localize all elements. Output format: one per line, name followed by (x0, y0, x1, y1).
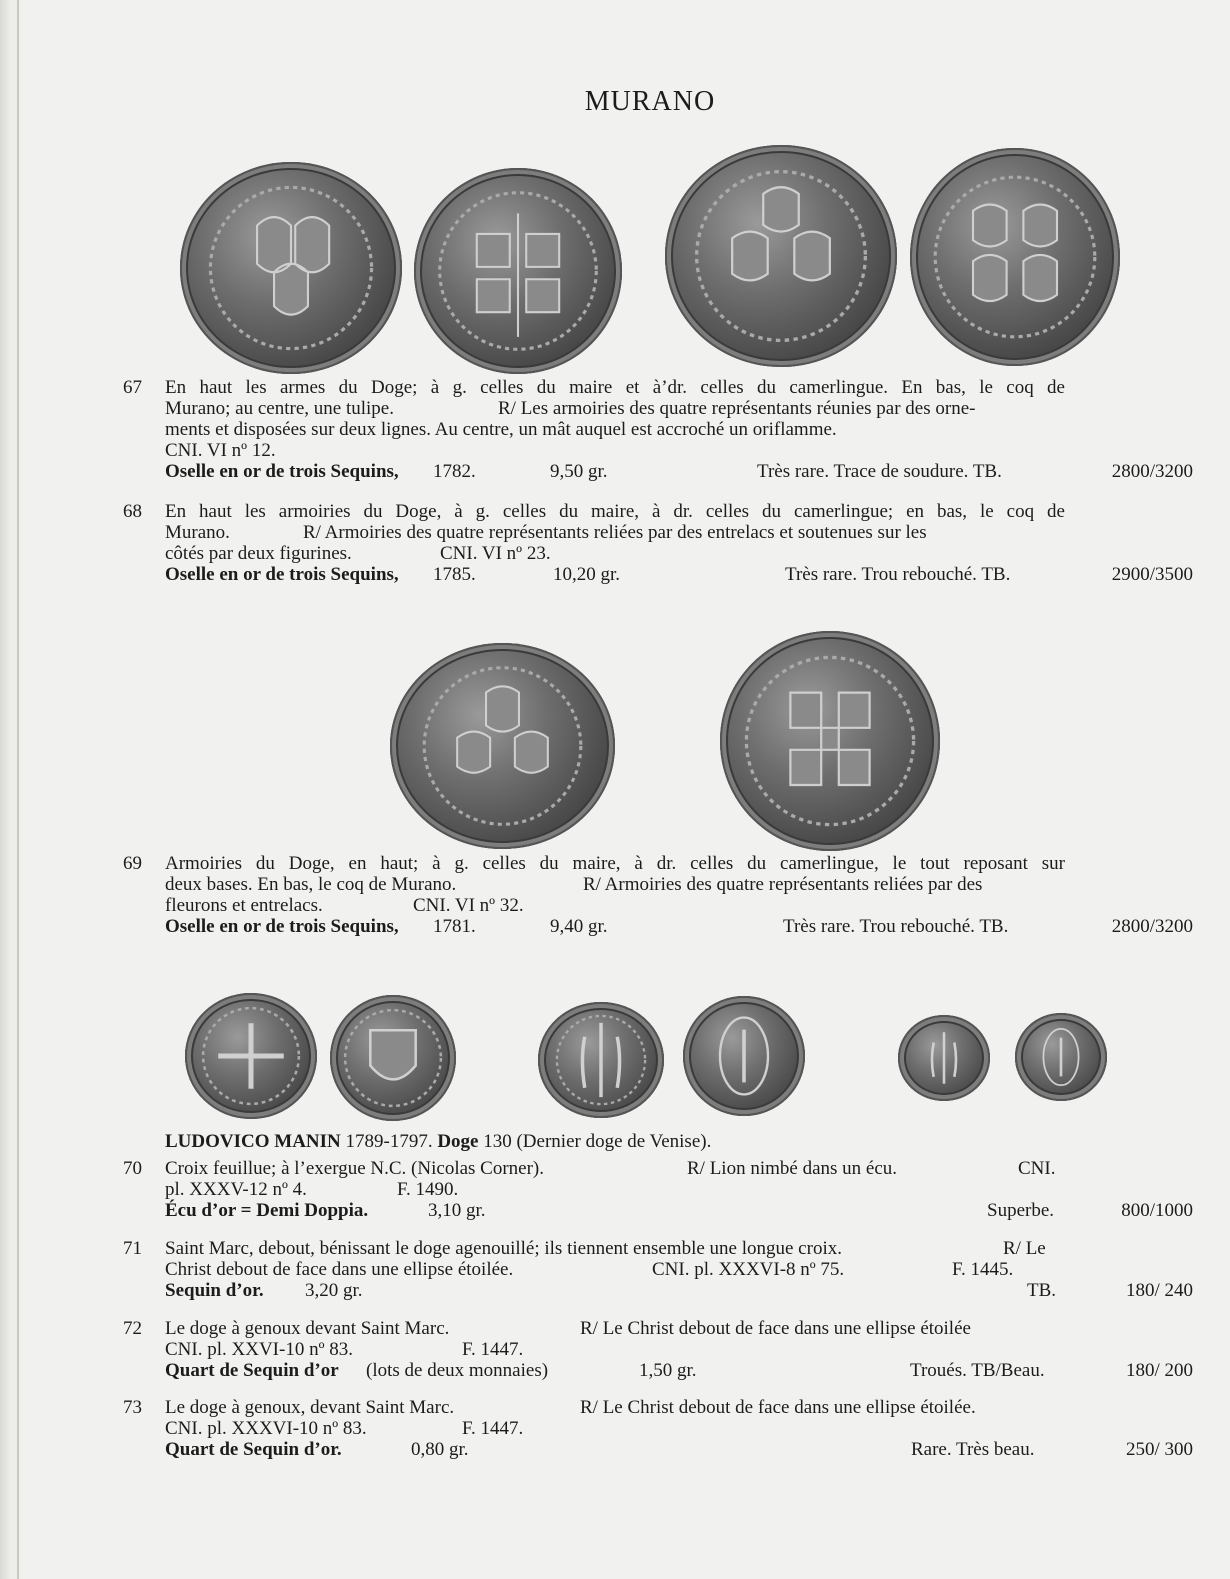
lot-estimate: 800/1000 (1121, 1200, 1193, 1221)
lot-denomination: Oselle en or de trois Sequins, (165, 461, 399, 482)
lot-weight: 9,50 gr. (550, 461, 608, 482)
lot-reverse-description: R/ Le Christ debout de face dans une ellipse étoilée (580, 1318, 971, 1339)
lot-description-line: Saint Marc, debout, bénissant le doge agenouillé; ils tiennent ensemble une longue croix. (165, 1238, 842, 1259)
lot-estimate: 2900/3500 (1111, 564, 1193, 585)
coin-photo-68-reverse (910, 148, 1120, 366)
lot-reverse-description: R/ Le (1003, 1238, 1046, 1259)
lot-denomination-note: (lots de deux monnaies) (366, 1360, 549, 1381)
coin-photo-71-reverse (683, 996, 805, 1116)
lot-remark: Rare. Très beau. (911, 1439, 1035, 1460)
lot-number: 71 (123, 1238, 142, 1259)
coin-photo-72-reverse (1015, 1013, 1107, 1101)
lot-remark: Très rare. Trace de soudure. TB. (757, 461, 1002, 482)
lot-number: 67 (123, 377, 142, 398)
lot-description-line: ments et disposées sur deux lignes. Au centre, un mât auquel est accroché un oriflamme. (165, 419, 837, 440)
lot-remark: Superbe. (987, 1200, 1055, 1221)
lot-denomination: Quart de Sequin d’or (165, 1360, 339, 1381)
lot-year: 1782. (433, 461, 476, 482)
lot-description-line: côtés par deux figurines. (165, 543, 352, 564)
lot-friedberg-ref: F. 1490. (397, 1179, 459, 1200)
coin-photo-69-reverse (720, 631, 940, 851)
lot-estimate: 180/ 200 (1125, 1360, 1193, 1381)
lot-remark: Très rare. Trou rebouché. TB. (783, 916, 1009, 937)
lot-70 (123, 1158, 1193, 1224)
lot-weight: 3,10 gr. (428, 1200, 486, 1221)
lot-68 (123, 501, 1193, 591)
lot-67 (123, 377, 1193, 487)
lot-weight: 3,20 gr. (305, 1280, 363, 1301)
lot-number: 68 (123, 501, 142, 522)
lot-estimate: 2800/3200 (1111, 461, 1193, 482)
lot-reference: CNI. pl. XXXVI-8 nº 75. (652, 1259, 845, 1280)
lot-reference: pl. XXXV-12 nº 4. (165, 1179, 307, 1200)
lot-description-line: Armoiries du Doge, en haut; à g. celles du maire, à dr. celles du camerlingue, le tout reposant sur (165, 853, 1065, 874)
lot-remark: Troués. TB/Beau. (910, 1360, 1045, 1381)
lot-remark: Très rare. Trou rebouché. TB. (785, 564, 1011, 585)
lot-description-line: Murano. (165, 522, 230, 543)
page-binding-edge (0, 0, 26, 1579)
lot-reference: CNI. pl. XXXVI-10 nº 83. (165, 1418, 367, 1439)
lot-weight: 10,20 gr. (553, 564, 621, 585)
coin-photo-71-obverse (538, 1002, 664, 1118)
lot-weight: 9,40 gr. (550, 916, 608, 937)
lot-denomination: Oselle en or de trois Sequins, (165, 916, 399, 937)
section-heading (165, 1131, 711, 1153)
lot-71 (123, 1238, 1193, 1304)
lot-reference: CNI. pl. XXVI-10 nº 83. (165, 1339, 353, 1360)
lot-weight: 0,80 gr. (411, 1439, 469, 1460)
lot-reverse-description: R/ Les armoiries des quatre représentants réunies par des orne- (498, 398, 976, 419)
lot-friedberg-ref: F. 1447. (462, 1339, 524, 1360)
coin-photo-69-obverse (390, 643, 615, 849)
lot-reference: CNI. VI nº 32. (413, 895, 524, 916)
page-title: MURANO (584, 86, 716, 117)
lot-description-line: Croix feuillue; à l’exergue N.C. (Nicolas Corner). (165, 1158, 545, 1179)
doge-label: Doge (437, 1131, 479, 1152)
lot-year: 1785. (433, 564, 476, 585)
lot-description-line: Le doge à genoux devant Saint Marc. (165, 1318, 450, 1339)
lot-reverse-description: R/ Lion nimbé dans un écu. (687, 1158, 898, 1179)
lot-denomination: Quart de Sequin d’or. (165, 1439, 342, 1460)
lot-number: 70 (123, 1158, 142, 1179)
lot-denomination: Écu d’or = Demi Doppia. (165, 1200, 369, 1221)
lot-reverse-description: R/ Le Christ debout de face dans une ellipse étoilée. (580, 1397, 976, 1418)
lot-reverse-description: R/ Armoiries des quatre représentants reliées par des entrelacs et soutenues sur les (303, 522, 927, 543)
doge-note: 130 (Dernier doge de Venise). (483, 1131, 712, 1152)
ruler-dates: 1789-1797. (345, 1131, 433, 1152)
lot-reference: CNI. VI nº 12. (165, 440, 276, 461)
lot-73 (123, 1397, 1193, 1463)
lot-number: 69 (123, 853, 142, 874)
lot-weight: 1,50 gr. (639, 1360, 697, 1381)
lot-number: 73 (123, 1397, 142, 1418)
lot-number: 72 (123, 1318, 142, 1339)
lot-denomination: Sequin d’or. (165, 1280, 264, 1301)
lot-reverse-description: R/ Armoiries des quatre représentants reliées par des (583, 874, 983, 895)
lot-denomination: Oselle en or de trois Sequins, (165, 564, 399, 585)
lot-year: 1781. (433, 916, 476, 937)
lot-estimate: 2800/3200 (1111, 916, 1193, 937)
lot-estimate: 250/ 300 (1125, 1439, 1193, 1460)
coin-photo-70-reverse (330, 995, 456, 1121)
lot-description-line: En haut les armes du Doge; à g. celles du maire et àʼdr. celles du camerlingue. En bas, le coq de (165, 377, 1065, 398)
lot-description-line: Le doge à genoux, devant Saint Marc. (165, 1397, 455, 1418)
lot-description-line: fleurons et entrelacs. (165, 895, 323, 916)
lot-description-line: Murano; au centre, une tulipe. (165, 398, 394, 419)
lot-estimate: 180/ 240 (1125, 1280, 1193, 1301)
ruler-name: LUDOVICO MANIN (165, 1131, 341, 1152)
lot-69 (123, 853, 1193, 943)
coin-photo-67-obverse (180, 162, 402, 374)
coin-photo-68-obverse (665, 145, 897, 367)
coin-photo-72-obverse (898, 1015, 990, 1101)
lot-friedberg-ref: F. 1447. (462, 1418, 524, 1439)
lot-description-line: Christ debout de face dans une ellipse étoilée. (165, 1259, 514, 1280)
lot-remark: TB. (1027, 1280, 1057, 1301)
coin-photo-67-reverse (414, 168, 622, 374)
lot-description-line: En haut les armoiries du Doge, à g. celles du maire, à dr. celles du camerlingue; en bas, le coq de (165, 501, 1065, 522)
lot-72 (123, 1318, 1193, 1384)
lot-friedberg-ref: F. 1445. (952, 1259, 1014, 1280)
coin-photo-70-obverse (185, 993, 317, 1119)
lot-reference: CNI. VI nº 23. (440, 543, 551, 564)
lot-description-line: deux bases. En bas, le coq de Murano. (165, 874, 457, 895)
lot-reference: CNI. (1018, 1158, 1056, 1179)
